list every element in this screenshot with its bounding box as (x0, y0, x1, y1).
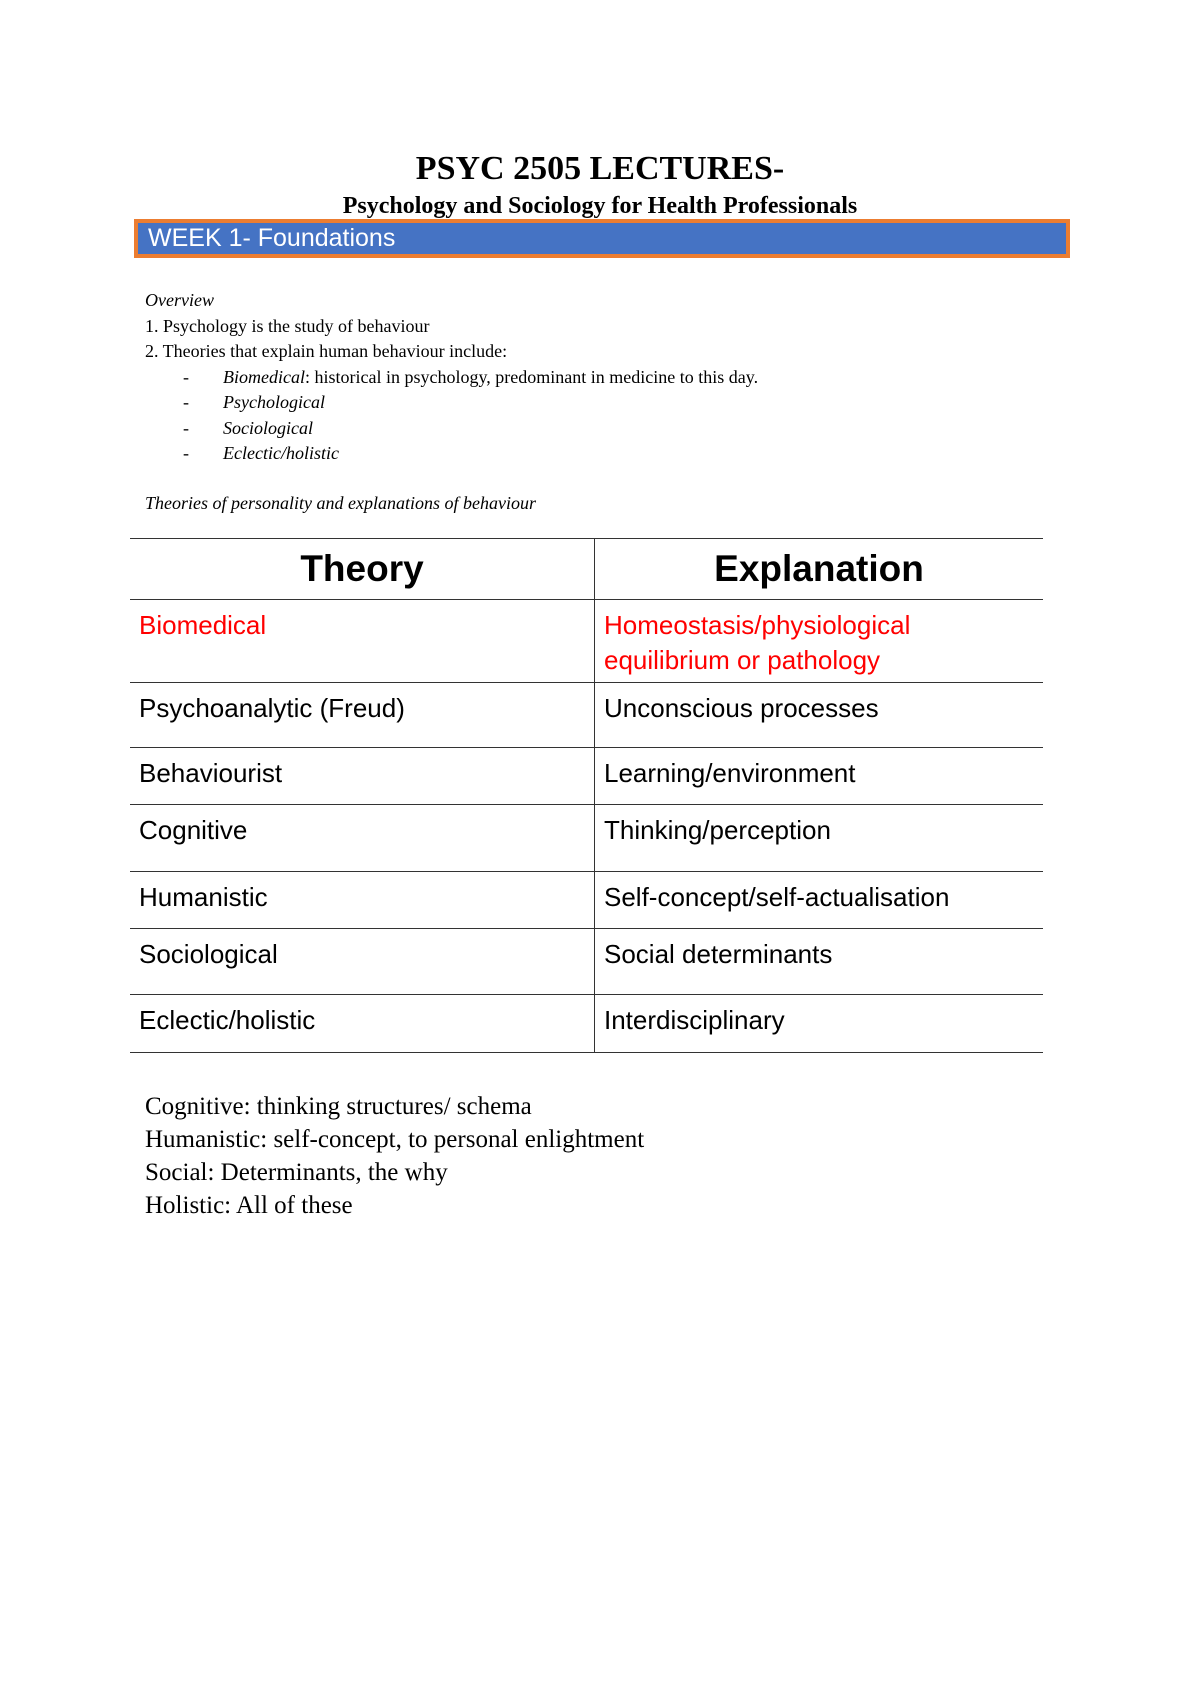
header-theory: Theory (130, 539, 595, 600)
explanation-cell: Social determinants (595, 929, 1044, 995)
table-header-row (130, 539, 1043, 600)
bullet-item (145, 390, 758, 416)
notes-section (145, 1090, 644, 1222)
table-row (130, 995, 1043, 1053)
note-line: Cognitive: thinking structures/ schema (145, 1093, 532, 1120)
bullet-item (145, 416, 758, 442)
bullet-term: Psychological (223, 392, 325, 412)
theory-cell: Biomedical (130, 600, 595, 683)
page-title: PSYC 2505 LECTURES- (415, 150, 785, 187)
header-explanation: Explanation (595, 539, 1044, 600)
theory-cell: Behaviourist (130, 748, 595, 805)
bullet-item (145, 365, 758, 391)
theory-bullet-list (145, 365, 758, 467)
explanation-cell: Interdisciplinary (595, 995, 1044, 1053)
overview-heading: Overview (145, 290, 214, 310)
overview-item: 2. Theories that explain human behaviour include: (145, 341, 508, 361)
week-banner: WEEK 1- Foundations (134, 219, 1070, 258)
explanation-cell: Self-concept/self-actualisation (595, 872, 1044, 929)
section-heading: Theories of personality and explanations of behaviour (145, 493, 536, 513)
table-row (130, 872, 1043, 929)
theory-cell: Cognitive (130, 805, 595, 872)
theory-table (130, 538, 1043, 1053)
bullet-term: Biomedical (223, 366, 305, 387)
overview-section (145, 288, 758, 467)
table-row (130, 929, 1043, 995)
note-line: Holistic: All of these (145, 1192, 353, 1219)
table-row (130, 805, 1043, 872)
note-line: Social: Determinants, the why (145, 1159, 448, 1186)
theory-cell: Sociological (130, 929, 595, 995)
theory-cell: Humanistic (130, 872, 595, 929)
bullet-term: Eclectic/holistic (223, 443, 339, 463)
explanation-cell: Learning/environment (595, 748, 1044, 805)
page-subtitle: Psychology and Sociology for Health Professionals (342, 193, 858, 219)
bullet-item (145, 441, 758, 467)
explanation-cell: Thinking/perception (595, 805, 1044, 872)
bullet-text: : historical in psychology, predominant in medicine to this day. (304, 366, 759, 387)
theory-cell: Psychoanalytic (Freud) (130, 683, 595, 748)
table-row (130, 600, 1043, 683)
overview-item: 1. Psychology is the study of behaviour (145, 315, 430, 336)
explanation-cell: Homeostasis/physiological equilibrium or pathology (595, 600, 1044, 683)
bullet-term: Sociological (223, 417, 313, 438)
explanation-cell: Unconscious processes (595, 683, 1044, 748)
note-line: Humanistic: self-concept, to personal enlightment (145, 1126, 645, 1153)
theory-cell: Eclectic/holistic (130, 995, 595, 1053)
table-row (130, 683, 1043, 748)
table-row (130, 748, 1043, 805)
